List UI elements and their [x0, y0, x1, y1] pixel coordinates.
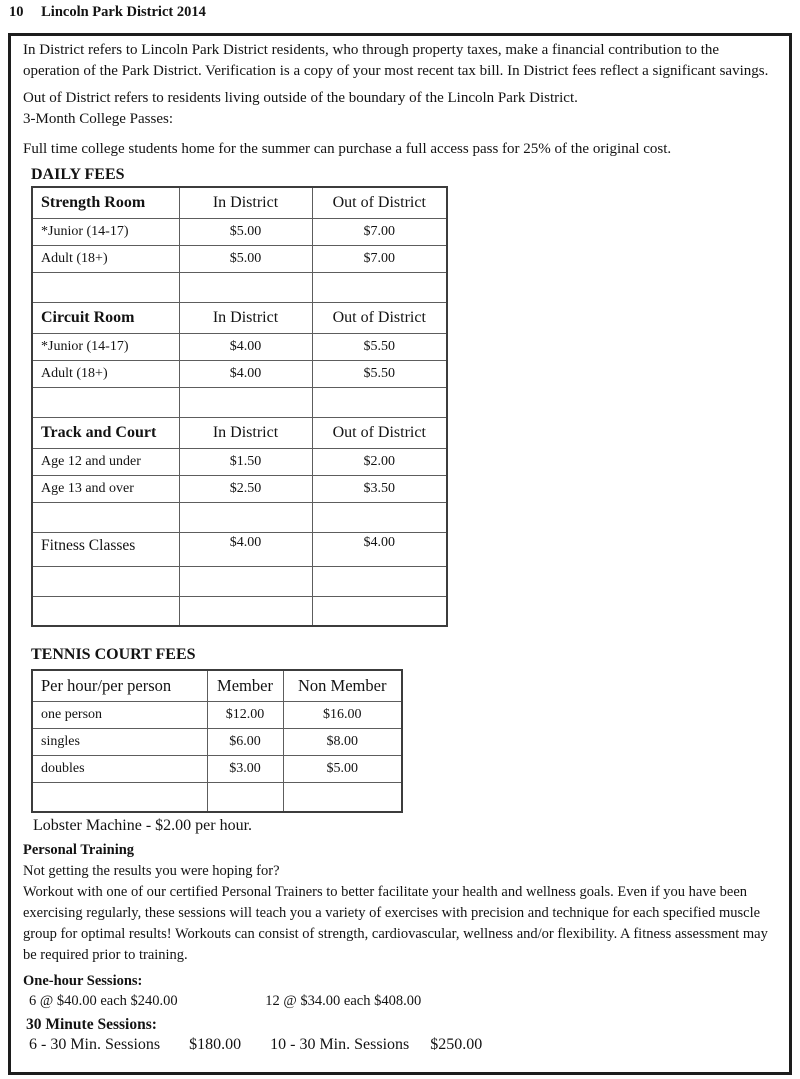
- fee-value-cell: $4.00: [179, 532, 312, 566]
- fee-value-cell: $7.00: [312, 218, 447, 245]
- fee-header-cell: In District: [179, 187, 312, 218]
- lobster-machine-note: Lobster Machine - $2.00 per hour.: [33, 817, 253, 834]
- personal-training-tagline: Not getting the results you were hoping for?: [23, 863, 280, 879]
- fee-value-cell: $4.00: [312, 532, 447, 566]
- fee-header-cell: Member: [207, 670, 283, 701]
- fee-value-cell: $8.00: [283, 728, 402, 755]
- fee-section-cell: Track and Court: [32, 417, 179, 448]
- fee-header-cell: In District: [179, 417, 312, 448]
- tennis-fees-table: [31, 669, 403, 813]
- content-box: [8, 33, 792, 1075]
- fee-category-cell: *Junior (14-17): [32, 333, 179, 360]
- fee-value-cell: $2.50: [179, 475, 312, 502]
- thirty-min-label-10: 10 - 30 Min. Sessions: [270, 1036, 410, 1053]
- table-row: [32, 302, 447, 333]
- fee-category-cell: Fitness Classes: [32, 532, 179, 566]
- fee-value-cell: $4.00: [179, 333, 312, 360]
- page-title: Lincoln Park District 2014: [41, 4, 206, 20]
- one-hour-price-6: 6 @ $40.00 each $240.00: [29, 993, 178, 1009]
- table-row: [32, 360, 447, 387]
- fee-value-cell: $6.00: [207, 728, 283, 755]
- fee-value-cell: $5.50: [312, 360, 447, 387]
- thirty-min-label-6: 6 - 30 Min. Sessions: [29, 1036, 161, 1053]
- table-row: [32, 417, 447, 448]
- fee-value-cell: $3.50: [312, 475, 447, 502]
- table-row: [32, 701, 402, 728]
- out-of-district-text: Out of District refers to residents living outside of the boundary of the Lincoln Park District.: [23, 90, 578, 106]
- one-hour-price-12: 12 @ $34.00 each $408.00: [265, 993, 422, 1009]
- fee-section-cell: Strength Room: [32, 187, 179, 218]
- table-row: [32, 755, 402, 782]
- fee-category-cell: one person: [32, 701, 207, 728]
- thirty-min-price-6: $180.00: [189, 1036, 242, 1053]
- fee-header-cell: Out of District: [312, 302, 447, 333]
- table-row-empty: [32, 387, 447, 417]
- table-row-empty: [32, 596, 447, 626]
- fee-value-cell: $16.00: [283, 701, 402, 728]
- fee-header-cell: Out of District: [312, 417, 447, 448]
- fee-value-cell: $1.50: [179, 448, 312, 475]
- fee-category-cell: *Junior (14-17): [32, 218, 179, 245]
- fee-header-cell: Out of District: [312, 187, 447, 218]
- fee-category-cell: Age 12 and under: [32, 448, 179, 475]
- fee-value-cell: $5.00: [283, 755, 402, 782]
- table-row: [32, 187, 447, 218]
- fee-value-cell: $12.00: [207, 701, 283, 728]
- thirty-minute-sessions-line: [23, 1035, 777, 1055]
- table-row: [32, 670, 402, 701]
- table-row-empty: [32, 502, 447, 532]
- personal-training-paragraph: Workout with one of our certified Personal Trainers to better facilitate your health and wellness goals. Even if you have been exercising regularly, these sessions will teach you a variety of exercises with precision and technique for each specified muscle group for optimal results! Workouts can consist of strength, cardiovascular, wellness and/or flexibility. A fitness assessment may be required prior to training.: [23, 884, 768, 963]
- table-row-empty: [32, 782, 402, 812]
- fee-header-cell: Non Member: [283, 670, 402, 701]
- table-row: [32, 475, 447, 502]
- table-row: [32, 448, 447, 475]
- fee-value-cell: $3.00: [207, 755, 283, 782]
- fee-value-cell: $2.00: [312, 448, 447, 475]
- tennis-fees-heading: TENNIS COURT FEES: [31, 646, 196, 663]
- thirty-minute-sessions-heading: 30 Minute Sessions:: [26, 1016, 157, 1033]
- fee-category-cell: singles: [32, 728, 207, 755]
- table-row-empty: [32, 272, 447, 302]
- fee-category-cell: Adult (18+): [32, 245, 179, 272]
- intro-paragraph-2: [23, 88, 777, 130]
- page-header: [9, 4, 206, 21]
- page-number: 10: [9, 4, 24, 20]
- fee-value-cell: $5.00: [179, 245, 312, 272]
- fee-value-cell: $4.00: [179, 360, 312, 387]
- intro-paragraph-3: Full time college students home for the summer can purchase a full access pass for 25% of the original cost.: [23, 141, 672, 157]
- table-row: [32, 728, 402, 755]
- fee-category-cell: Adult (18+): [32, 360, 179, 387]
- intro-paragraph-1: In District refers to Lincoln Park District residents, who through property taxes, make a financial contribution to the operation of the Park District. Verification is a copy of your most recent tax bill. In District fees reflect a significant savings.: [23, 42, 769, 79]
- college-passes-label: 3-Month College Passes:: [23, 111, 173, 127]
- daily-fees-heading: DAILY FEES: [31, 166, 125, 183]
- fee-section-cell: Per hour/per person: [32, 670, 207, 701]
- thirty-min-price-10: $250.00: [430, 1036, 483, 1053]
- fee-category-cell: Age 13 and over: [32, 475, 179, 502]
- fee-section-cell: Circuit Room: [32, 302, 179, 333]
- fee-value-cell: $7.00: [312, 245, 447, 272]
- one-hour-sessions-line: [23, 991, 777, 1011]
- table-row-empty: [32, 566, 447, 596]
- fee-value-cell: $5.50: [312, 333, 447, 360]
- table-row: [32, 333, 447, 360]
- table-row: [32, 218, 447, 245]
- one-hour-sessions-heading: One-hour Sessions:: [23, 973, 143, 989]
- fee-category-cell: doubles: [32, 755, 207, 782]
- fee-header-cell: In District: [179, 302, 312, 333]
- fee-value-cell: $5.00: [179, 218, 312, 245]
- table-row: [32, 245, 447, 272]
- daily-fees-table: [31, 186, 448, 627]
- table-row: [32, 532, 447, 566]
- personal-training-heading: Personal Training: [23, 842, 135, 858]
